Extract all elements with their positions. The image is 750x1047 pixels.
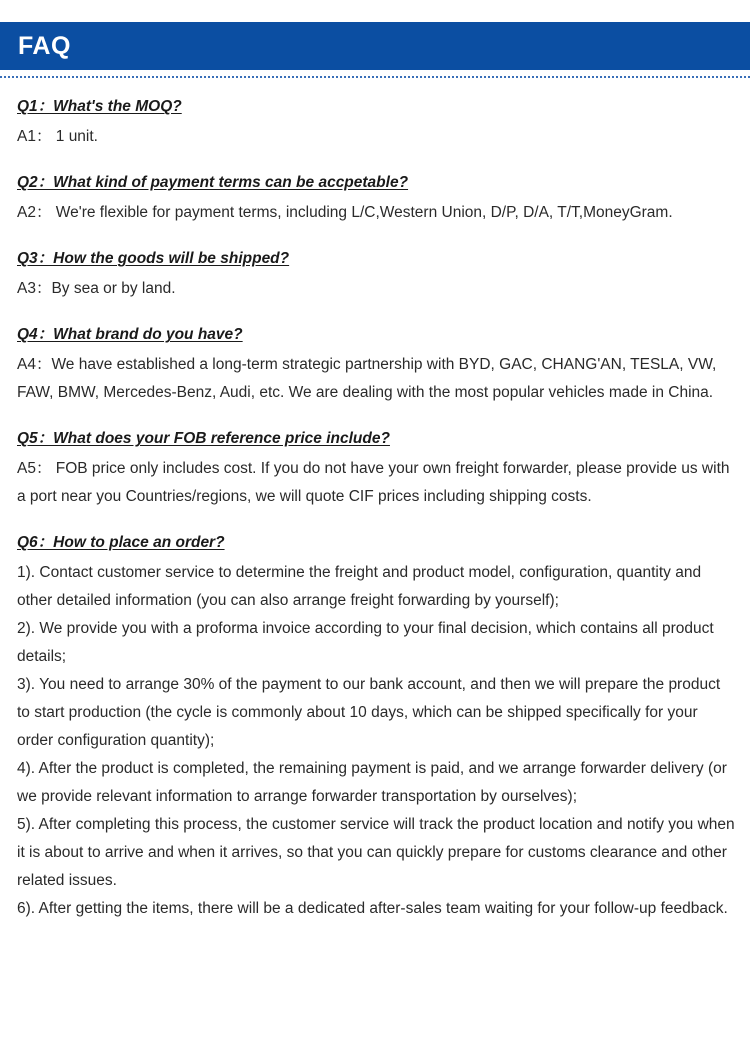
faq-question (17, 95, 735, 119)
order-step-4: 4). After the product is completed, the remaining payment is paid, and we arrange forwarder delivery (or we provide relevant information to arrange forwarder transportation by ourselves); (17, 760, 727, 805)
faq-list (17, 95, 735, 943)
faq-answer: A1： 1 unit. (17, 128, 98, 145)
order-step-5: 5). After completing this process, the customer service will track the product location and notify you when it is about to arrive and when it arrives, so that you can quickly prepare for customs clearance and other related issues. (17, 816, 735, 889)
faq-question-text: Q4：What brand do you have? (17, 326, 243, 343)
order-step-2: 2). We provide you with a proforma invoice according to your final decision, which contains all product details; (17, 620, 714, 665)
faq-item-q3 (17, 247, 735, 303)
faq-question-text: Q6：How to place an order? (17, 534, 225, 551)
faq-question (17, 171, 735, 195)
faq-question (17, 247, 735, 271)
faq-answer: A5： FOB price only includes cost. If you do not have your own freight forwarder, please provide us with a port near you Countries/regions, we will quote CIF prices including shipping costs. (17, 460, 730, 505)
order-step-3: 3). You need to arrange 30% of the payment to our bank account, and then we will prepare the product to start production (the cycle is commonly about 10 days, which can be shipped specifically for your order configuration quantity); (17, 676, 721, 749)
faq-answer: A3：By sea or by land. (17, 280, 176, 297)
faq-item-q6 (17, 531, 735, 923)
faq-question (17, 531, 735, 555)
faq-header-bar (0, 22, 750, 70)
faq-item-q5 (17, 427, 735, 511)
faq-question-text: Q3：How the goods will be shipped? (17, 250, 290, 267)
faq-item-q1 (17, 95, 735, 151)
faq-question (17, 427, 735, 451)
faq-answer: A4：We have established a long-term strategic partnership with BYD, GAC, CHANG'AN, TESLA, VW, FAW, BMW, Mercedes-Benz, Audi, etc. We are dealing with the most popular vehicles made in China. (17, 356, 717, 401)
faq-question-text: Q5：What does your FOB reference price include? (17, 430, 390, 447)
faq-question-text: Q2：What kind of payment terms can be accpetable? (17, 174, 409, 191)
page-title: FAQ (18, 32, 71, 60)
order-step-1: 1). Contact customer service to determine the freight and product model, configuration, quantity and other detailed information (you can also arrange freight forwarding by yourself); (17, 564, 702, 609)
faq-item-q4 (17, 323, 735, 407)
order-step-6: 6). After getting the items, there will be a dedicated after-sales team waiting for your follow-up feedback. (17, 900, 728, 917)
faq-question-text: Q1：What's the MOQ? (17, 98, 182, 115)
dotted-divider (0, 76, 750, 78)
faq-answer: A2： We're flexible for payment terms, including L/C,Western Union, D/P, D/A, T/T,MoneyGram. (17, 204, 673, 221)
faq-question (17, 323, 735, 347)
faq-item-q2 (17, 171, 735, 227)
